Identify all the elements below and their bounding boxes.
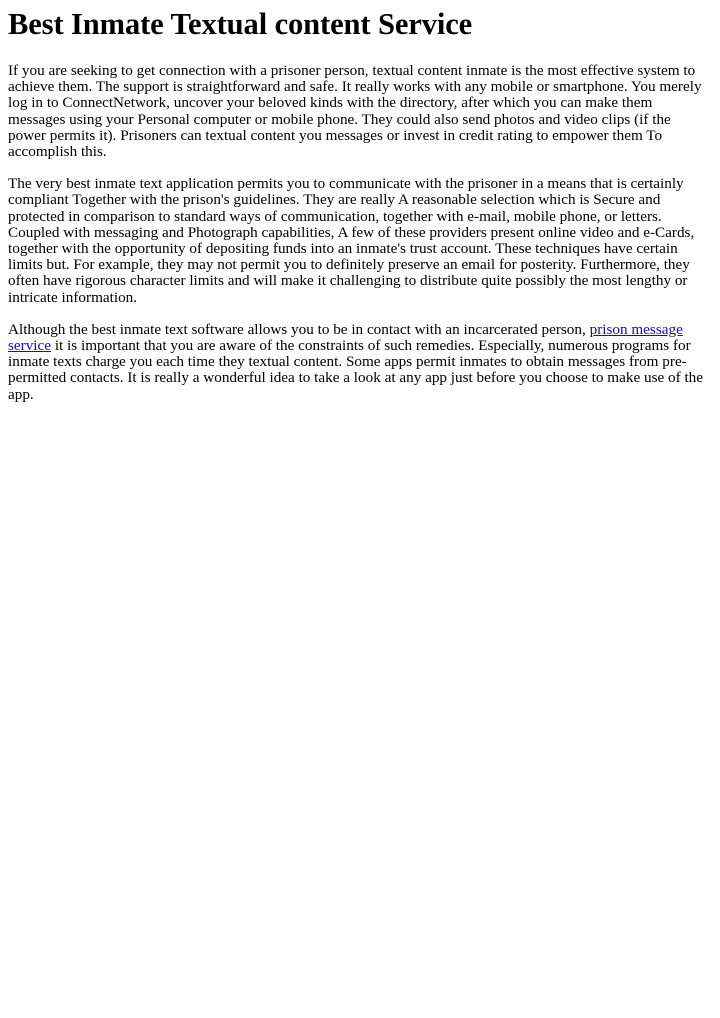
paragraph-3	[8, 322, 712, 403]
paragraph-3-text-start: Although the best inmate text software allows you to be in contact with an incarcerated person,	[8, 320, 590, 338]
prison-message-service-link[interactable]: prison message service	[8, 320, 683, 355]
page-title: Best Inmate Textual content Service	[8, 7, 473, 41]
paragraph-2: The very best inmate text application permits you to communicate with the prisoner in a means that is certainly compliant Together with the prison's guidelines. They are really A reasonable selection which is Secure and protected in comparison to standard ways of communication, together with e-mail, mobile phone, or letters. Coupled with messaging and Photograph capabilities, A few of these providers present online video and e-Cards, together with the opportunity of depositing funds into an inmate's trust account. These techniques have certain limits but. For example, they may not permit you to definitely preserve an email for posterity. Furthermore, they often have rigorous character limits and will make it challenging to distribute quite possibly the most lengthy or intricate information.	[8, 175, 695, 306]
paragraph-3-text-end: it is important that you are aware of the constraints of such remedies. Especially, numerous programs for inmate texts charge you each time they textual content. Some apps permit inmates to obtain messages from pre-permitted contacts. It is really a wonderful idea to take a look at any app just before you choose to make use of the app.	[8, 337, 704, 403]
paragraph-1: If you are seeking to get connection with a prisoner person, textual content inmate is the most effective system to achieve them. The support is straightforward and safe. It really works with any mobile or smartphone. You merely log in to ConnectNetwork, uncover your beloved kinds with the directory, after which you can make them messages using your Personal computer or mobile phone. They could also send photos and video clips (if the power permits it). Prisoners can textual content you messages or invest in credit rating to empower them To accomplish this.	[8, 62, 702, 161]
document-page	[0, 6, 720, 1018]
